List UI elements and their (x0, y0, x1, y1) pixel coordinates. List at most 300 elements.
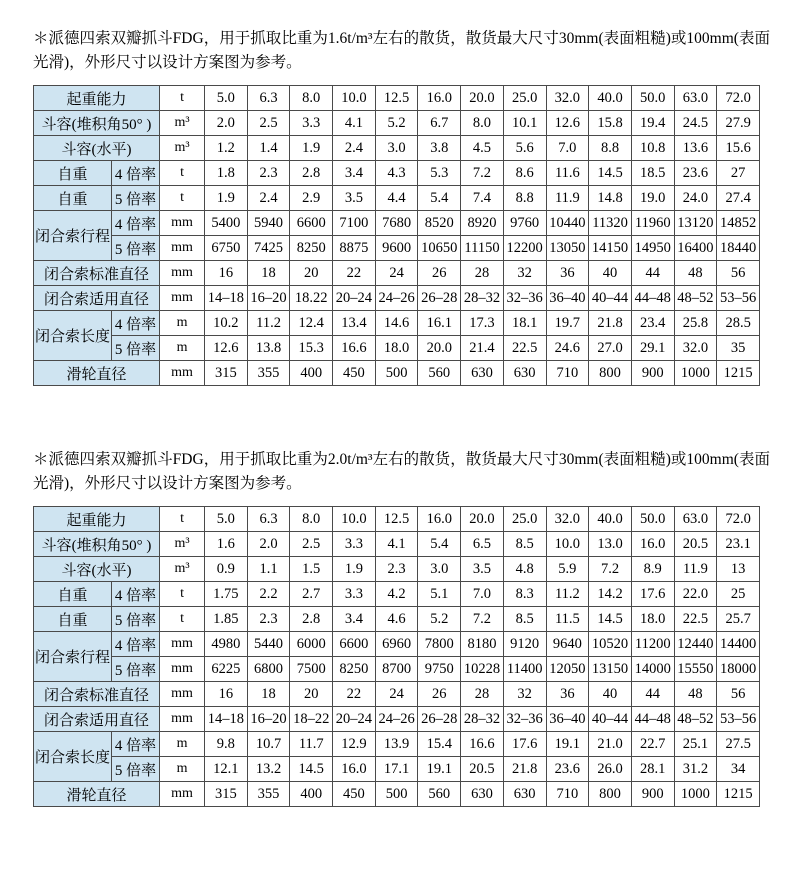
cell-value: 10228 (461, 657, 504, 682)
table-row (34, 607, 760, 632)
cell-value: 7.0 (546, 136, 589, 161)
table-row (34, 236, 760, 261)
cell-value: 400 (290, 782, 333, 807)
cell-value: 400 (290, 361, 333, 386)
cell-value: 6.5 (461, 532, 504, 557)
cell-value: 40.0 (589, 86, 632, 111)
cell-value: 5.4 (418, 186, 461, 211)
row-unit: t (160, 161, 205, 186)
cell-value: 3.0 (418, 557, 461, 582)
cell-value: 315 (205, 782, 248, 807)
cell-value: 48 (674, 682, 717, 707)
cell-value: 18.0 (375, 336, 418, 361)
cell-value: 28 (461, 682, 504, 707)
cell-value: 32.0 (674, 336, 717, 361)
row-label: 自重 (34, 607, 112, 632)
cell-value: 14.6 (375, 311, 418, 336)
cell-value: 14852 (717, 211, 760, 236)
cell-value: 40–44 (589, 707, 632, 732)
cell-value: 8700 (375, 657, 418, 682)
cell-value: 5.3 (418, 161, 461, 186)
cell-value: 23.1 (717, 532, 760, 557)
cell-value: 4980 (205, 632, 248, 657)
cell-value: 6600 (333, 632, 376, 657)
cell-value: 22 (333, 261, 376, 286)
cell-value: 24.5 (674, 111, 717, 136)
cell-value: 5.0 (205, 507, 248, 532)
cell-value: 6000 (290, 632, 333, 657)
cell-value: 23.6 (546, 757, 589, 782)
cell-value: 3.3 (333, 532, 376, 557)
cell-value: 2.3 (375, 557, 418, 582)
table-row (34, 111, 760, 136)
cell-value: 24–26 (375, 286, 418, 311)
cell-value: 13120 (674, 211, 717, 236)
cell-value: 21.8 (589, 311, 632, 336)
cell-value: 32–36 (503, 707, 546, 732)
cell-value: 630 (461, 361, 504, 386)
cell-value: 29.1 (631, 336, 674, 361)
cell-value: 25.7 (717, 607, 760, 632)
cell-value: 22.5 (674, 607, 717, 632)
cell-value: 23.4 (631, 311, 674, 336)
cell-value: 40 (589, 682, 632, 707)
cell-value: 5940 (247, 211, 290, 236)
cell-value: 18.5 (631, 161, 674, 186)
cell-value: 14.5 (290, 757, 333, 782)
table-row (34, 682, 760, 707)
cell-value: 72.0 (717, 507, 760, 532)
cell-value: 6600 (290, 211, 333, 236)
cell-value: 14.5 (589, 161, 632, 186)
cell-value: 25 (717, 582, 760, 607)
row-sublabel: 5 倍率 (112, 757, 160, 782)
cell-value: 24.0 (674, 186, 717, 211)
cell-value: 13050 (546, 236, 589, 261)
cell-value: 22.5 (503, 336, 546, 361)
cell-value: 15550 (674, 657, 717, 682)
spec-intro-1: ＊派德四索双瓣抓斗FDG，用于抓取比重为1.6t/m³左右的散货，散货最大尺寸30mm(表面粗糙)或100mm(表面光滑)，外形尺寸以设计方案图为参考。 (33, 30, 770, 71)
cell-value: 5.6 (503, 136, 546, 161)
cell-value: 31.2 (674, 757, 717, 782)
cell-value: 28–32 (461, 707, 504, 732)
table-row (34, 557, 760, 582)
cell-value: 63.0 (674, 86, 717, 111)
cell-value: 4.4 (375, 186, 418, 211)
cell-value: 13 (717, 557, 760, 582)
cell-value: 21.0 (589, 732, 632, 757)
cell-value: 710 (546, 361, 589, 386)
cell-value: 11400 (503, 657, 546, 682)
table-row (34, 311, 760, 336)
cell-value: 18440 (717, 236, 760, 261)
cell-value: 11.5 (546, 607, 589, 632)
cell-value: 48–52 (674, 707, 717, 732)
cell-value: 2.7 (290, 582, 333, 607)
cell-value: 2.5 (247, 111, 290, 136)
row-label: 滑轮直径 (34, 361, 160, 386)
row-label: 自重 (34, 186, 112, 211)
cell-value: 24 (375, 261, 418, 286)
cell-value: 25.0 (503, 86, 546, 111)
cell-value: 630 (503, 782, 546, 807)
cell-value: 11.6 (546, 161, 589, 186)
cell-value: 1.2 (205, 136, 248, 161)
row-unit: t (160, 607, 205, 632)
table-row (34, 186, 760, 211)
cell-value: 2.3 (247, 607, 290, 632)
cell-value: 17.6 (503, 732, 546, 757)
cell-value: 20 (290, 261, 333, 286)
cell-value: 44–48 (631, 286, 674, 311)
cell-value: 44–48 (631, 707, 674, 732)
cell-value: 2.8 (290, 161, 333, 186)
row-unit: mm (160, 286, 205, 311)
cell-value: 9120 (503, 632, 546, 657)
cell-value: 12440 (674, 632, 717, 657)
cell-value: 6.3 (247, 86, 290, 111)
cell-value: 20 (290, 682, 333, 707)
spec-intro-2: ＊派德四索双瓣抓斗FDG，用于抓取比重为2.0t/m³左右的散货，散货最大尺寸30mm(表面粗糙)或100mm(表面光滑)，外形尺寸以设计方案图为参考。 (33, 451, 770, 492)
cell-value: 3.5 (333, 186, 376, 211)
cell-value: 8.0 (290, 507, 333, 532)
cell-value: 28 (461, 261, 504, 286)
row-sublabel: 5 倍率 (112, 186, 160, 211)
cell-value: 7680 (375, 211, 418, 236)
row-unit: t (160, 186, 205, 211)
cell-value: 8.9 (631, 557, 674, 582)
cell-value: 5440 (247, 632, 290, 657)
cell-value: 13.2 (247, 757, 290, 782)
spec-section-1 (33, 27, 770, 386)
row-sublabel: 5 倍率 (112, 336, 160, 361)
cell-value: 12.6 (546, 111, 589, 136)
table-row (34, 582, 760, 607)
cell-value: 630 (461, 782, 504, 807)
table-row (34, 336, 760, 361)
cell-value: 2.8 (290, 607, 333, 632)
row-unit: t (160, 507, 205, 532)
cell-value: 11320 (589, 211, 632, 236)
cell-value: 15.3 (290, 336, 333, 361)
cell-value: 10520 (589, 632, 632, 657)
row-unit: m³ (160, 557, 205, 582)
row-unit: mm (160, 236, 205, 261)
cell-value: 2.3 (247, 161, 290, 186)
cell-value: 4.2 (375, 582, 418, 607)
cell-value: 8.8 (503, 186, 546, 211)
table-row (34, 657, 760, 682)
cell-value: 20.0 (461, 86, 504, 111)
row-sublabel: 5 倍率 (112, 657, 160, 682)
cell-value: 560 (418, 782, 461, 807)
cell-value: 28.1 (631, 757, 674, 782)
cell-value: 3.8 (418, 136, 461, 161)
row-label: 闭合索长度 (34, 311, 112, 361)
cell-value: 8250 (333, 657, 376, 682)
cell-value: 9600 (375, 236, 418, 261)
table-row (34, 211, 760, 236)
cell-value: 4.6 (375, 607, 418, 632)
cell-value: 10.0 (333, 86, 376, 111)
cell-value: 17.3 (461, 311, 504, 336)
table-row (34, 136, 760, 161)
cell-value: 16–20 (247, 286, 290, 311)
cell-value: 3.4 (333, 161, 376, 186)
cell-value: 8.0 (461, 111, 504, 136)
cell-value: 40 (589, 261, 632, 286)
cell-value: 26–28 (418, 707, 461, 732)
cell-value: 27 (717, 161, 760, 186)
cell-value: 710 (546, 782, 589, 807)
cell-value: 14000 (631, 657, 674, 682)
cell-value: 9760 (503, 211, 546, 236)
row-label: 斗容(堆积角50° ) (34, 111, 160, 136)
cell-value: 5.9 (546, 557, 589, 582)
cell-value: 16.0 (418, 507, 461, 532)
cell-value: 35 (717, 336, 760, 361)
cell-value: 450 (333, 361, 376, 386)
cell-value: 16 (205, 682, 248, 707)
cell-value: 53–56 (717, 707, 760, 732)
cell-value: 14400 (717, 632, 760, 657)
cell-value: 40–44 (589, 286, 632, 311)
cell-value: 56 (717, 261, 760, 286)
table-row (34, 782, 760, 807)
cell-value: 7.2 (461, 161, 504, 186)
cell-value: 10.1 (503, 111, 546, 136)
cell-value: 7800 (418, 632, 461, 657)
row-label: 滑轮直径 (34, 782, 160, 807)
cell-value: 10.0 (333, 507, 376, 532)
cell-value: 4.8 (503, 557, 546, 582)
cell-value: 2.9 (290, 186, 333, 211)
cell-value: 1.8 (205, 161, 248, 186)
cell-value: 27.0 (589, 336, 632, 361)
cell-value: 8875 (333, 236, 376, 261)
row-sublabel: 4 倍率 (112, 732, 160, 757)
cell-value: 8.5 (503, 532, 546, 557)
table-row (34, 732, 760, 757)
spec-table-1-body (34, 86, 760, 386)
cell-value: 10.7 (247, 732, 290, 757)
row-label: 闭合索标准直径 (34, 682, 160, 707)
cell-value: 1.85 (205, 607, 248, 632)
cell-value: 8520 (418, 211, 461, 236)
row-sublabel: 4 倍率 (112, 632, 160, 657)
row-unit: t (160, 86, 205, 111)
cell-value: 36–40 (546, 707, 589, 732)
row-label: 起重能力 (34, 86, 160, 111)
cell-value: 14150 (589, 236, 632, 261)
cell-value: 32.0 (546, 507, 589, 532)
row-label: 闭合索长度 (34, 732, 112, 782)
cell-value: 24.6 (546, 336, 589, 361)
spec-table-2-body (34, 507, 760, 807)
cell-value: 19.7 (546, 311, 589, 336)
row-unit: mm (160, 261, 205, 286)
cell-value: 19.1 (546, 732, 589, 757)
row-unit: mm (160, 782, 205, 807)
cell-value: 3.3 (290, 111, 333, 136)
spec-table-1 (33, 85, 760, 386)
cell-value: 5.1 (418, 582, 461, 607)
row-sublabel: 4 倍率 (112, 582, 160, 607)
cell-value: 14950 (631, 236, 674, 261)
cell-value: 8.5 (503, 607, 546, 632)
row-sublabel: 5 倍率 (112, 236, 160, 261)
cell-value: 6225 (205, 657, 248, 682)
cell-value: 800 (589, 782, 632, 807)
cell-value: 50.0 (631, 507, 674, 532)
cell-value: 16.1 (418, 311, 461, 336)
cell-value: 12.9 (333, 732, 376, 757)
cell-value: 2.0 (247, 532, 290, 557)
row-label: 闭合索行程 (34, 211, 112, 261)
cell-value: 13.0 (589, 532, 632, 557)
cell-value: 26.0 (589, 757, 632, 782)
row-sublabel: 5 倍率 (112, 607, 160, 632)
cell-value: 12.6 (205, 336, 248, 361)
table-row (34, 632, 760, 657)
table-row (34, 532, 760, 557)
cell-value: 24 (375, 682, 418, 707)
cell-value: 13.4 (333, 311, 376, 336)
cell-value: 17.6 (631, 582, 674, 607)
cell-value: 355 (247, 782, 290, 807)
table-row (34, 161, 760, 186)
cell-value: 8920 (461, 211, 504, 236)
row-label: 斗容(水平) (34, 557, 160, 582)
cell-value: 7500 (290, 657, 333, 682)
cell-value: 18–22 (290, 707, 333, 732)
cell-value: 14.5 (589, 607, 632, 632)
cell-value: 16.0 (631, 532, 674, 557)
cell-value: 16400 (674, 236, 717, 261)
cell-value: 6800 (247, 657, 290, 682)
cell-value: 560 (418, 361, 461, 386)
cell-value: 5.0 (205, 86, 248, 111)
row-unit: m (160, 757, 205, 782)
cell-value: 4.5 (461, 136, 504, 161)
cell-value: 27.5 (717, 732, 760, 757)
cell-value: 355 (247, 361, 290, 386)
cell-value: 8250 (290, 236, 333, 261)
cell-value: 24–26 (375, 707, 418, 732)
cell-value: 36–40 (546, 286, 589, 311)
cell-value: 12200 (503, 236, 546, 261)
row-label: 自重 (34, 582, 112, 607)
cell-value: 630 (503, 361, 546, 386)
row-unit: m³ (160, 111, 205, 136)
cell-value: 44 (631, 682, 674, 707)
cell-value: 1000 (674, 782, 717, 807)
cell-value: 1.4 (247, 136, 290, 161)
cell-value: 34 (717, 757, 760, 782)
cell-value: 1215 (717, 361, 760, 386)
cell-value: 11.2 (546, 582, 589, 607)
cell-value: 10440 (546, 211, 589, 236)
cell-value: 12.4 (290, 311, 333, 336)
row-label: 闭合索行程 (34, 632, 112, 682)
cell-value: 27.9 (717, 111, 760, 136)
cell-value: 36 (546, 682, 589, 707)
spec-table-2 (33, 506, 760, 807)
cell-value: 21.8 (503, 757, 546, 782)
cell-value: 10.0 (546, 532, 589, 557)
cell-value: 11.7 (290, 732, 333, 757)
cell-value: 6.3 (247, 507, 290, 532)
cell-value: 36 (546, 261, 589, 286)
cell-value: 16 (205, 261, 248, 286)
cell-value: 3.3 (333, 582, 376, 607)
cell-value: 0.9 (205, 557, 248, 582)
cell-value: 500 (375, 361, 418, 386)
cell-value: 12.1 (205, 757, 248, 782)
cell-value: 4.1 (333, 111, 376, 136)
row-label: 闭合索适用直径 (34, 707, 160, 732)
cell-value: 20.5 (461, 757, 504, 782)
cell-value: 16.6 (461, 732, 504, 757)
cell-value: 48 (674, 261, 717, 286)
table-row (34, 361, 760, 386)
cell-value: 22.0 (674, 582, 717, 607)
cell-value: 20.0 (461, 507, 504, 532)
cell-value: 63.0 (674, 507, 717, 532)
cell-value: 16–20 (247, 707, 290, 732)
row-unit: m (160, 732, 205, 757)
cell-value: 1.6 (205, 532, 248, 557)
row-unit: mm (160, 682, 205, 707)
row-unit: m (160, 336, 205, 361)
cell-value: 12050 (546, 657, 589, 682)
cell-value: 5.4 (418, 532, 461, 557)
cell-value: 32 (503, 261, 546, 286)
cell-value: 17.1 (375, 757, 418, 782)
cell-value: 18 (247, 682, 290, 707)
cell-value: 7.2 (589, 557, 632, 582)
cell-value: 7100 (333, 211, 376, 236)
row-unit: mm (160, 707, 205, 732)
cell-value: 4.1 (375, 532, 418, 557)
cell-value: 14–18 (205, 286, 248, 311)
cell-value: 21.4 (461, 336, 504, 361)
cell-value: 13.9 (375, 732, 418, 757)
cell-value: 20–24 (333, 707, 376, 732)
cell-value: 2.2 (247, 582, 290, 607)
row-unit: m³ (160, 532, 205, 557)
cell-value: 9.8 (205, 732, 248, 757)
cell-value: 6.7 (418, 111, 461, 136)
cell-value: 22.7 (631, 732, 674, 757)
cell-value: 7.4 (461, 186, 504, 211)
row-label: 自重 (34, 161, 112, 186)
cell-value: 16.0 (333, 757, 376, 782)
cell-value: 27.4 (717, 186, 760, 211)
cell-value: 18000 (717, 657, 760, 682)
cell-value: 19.0 (631, 186, 674, 211)
row-unit: m³ (160, 136, 205, 161)
cell-value: 3.4 (333, 607, 376, 632)
cell-value: 8180 (461, 632, 504, 657)
cell-value: 18 (247, 261, 290, 286)
table-row (34, 261, 760, 286)
cell-value: 10650 (418, 236, 461, 261)
cell-value: 14.8 (589, 186, 632, 211)
cell-value: 13.6 (674, 136, 717, 161)
cell-value: 15.4 (418, 732, 461, 757)
row-label: 斗容(水平) (34, 136, 160, 161)
